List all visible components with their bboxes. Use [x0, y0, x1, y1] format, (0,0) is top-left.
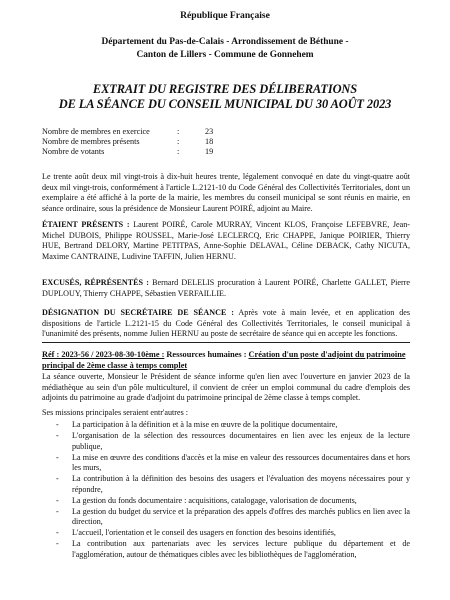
list-dash: -	[56, 452, 59, 462]
count-value: 18	[205, 137, 214, 146]
list-item	[56, 474, 410, 495]
deliberation-ref: Réf : 2023-56 / 2023-08-30-10ème :	[42, 350, 165, 359]
list-item	[56, 496, 410, 507]
document-title	[0, 82, 450, 112]
mission-text: La participation à la définition et à la mise en œuvre de la politique documentaire,	[72, 420, 338, 429]
count-label: Nombre de membres présents	[42, 137, 140, 146]
deliberation-heading	[42, 350, 410, 371]
excuses-paragraph	[42, 278, 410, 299]
deliberation-subject-a: Ressources humaines :	[164, 350, 249, 359]
excuses-label: EXCUSÉS, RÉPRÉSENTÉS :	[42, 278, 149, 287]
administrative-header	[0, 36, 450, 61]
list-dash: -	[56, 495, 59, 505]
department-line: Département du Pas-de-Calais - Arrondissement de Béthune -	[101, 37, 349, 47]
list-dash: -	[56, 506, 59, 516]
list-dash: -	[56, 528, 59, 537]
list-item	[56, 431, 410, 452]
count-sep: :	[177, 127, 180, 136]
convocation-paragraph: Le trente août deux mil vingt-trois à dix-huit heures trente, légalement convoqué en date du vingt-quatre août deux mil vingt-trois, conformément à l'article L.2121-10 du Code Général des Collectivités Territoriales, dont un exemplaire a été affiché à la porte de la mairie, les membres du conseil municipal se sont réunis en mairie, en séance ordinaire, sous la présidence de Monsieur Laurent POIRÉ, adjoint au Maire.	[42, 172, 410, 213]
list-dash: -	[56, 474, 59, 483]
member-counts	[42, 127, 225, 157]
list-item	[56, 420, 410, 431]
presents-label: ÉTAIENT PRÉSENTS :	[42, 220, 130, 229]
missions-intro: Ses missions principales seraient entr'autres :	[42, 408, 188, 417]
list-item	[56, 539, 410, 560]
count-sep: :	[177, 137, 180, 146]
list-item	[56, 528, 410, 539]
mission-text: La contribution aux partenariats avec les services lecture publique du département et de l'agglomération, autour de thématiques cibles avec les bibliothèques de l'agglomération,	[72, 539, 410, 559]
mission-text: La mise en œuvre des conditions d'accès et la mise en valeur des ressources documentaires dans et hors les murs,	[72, 452, 410, 472]
list-dash: -	[56, 431, 59, 440]
secretaire-paragraph	[42, 308, 410, 340]
presents-paragraph	[42, 220, 410, 262]
list-dash: -	[56, 420, 59, 429]
count-value: 23	[205, 127, 214, 136]
mission-text: L'accueil, l'orientation et le conseil des usagers en fonction des besoins identifiés,	[72, 528, 336, 537]
count-row	[42, 147, 225, 157]
list-item	[56, 453, 410, 474]
mission-text: L'organisation de la sélection des ressources documentaires en lien avec les enjeux de la lecture publique,	[72, 431, 410, 451]
list-dash: -	[56, 539, 59, 548]
secretaire-text: Après vote à main levée, et en application des dispositions de l'article L.2121-15 du Code Général des Collectivités Territoriales, le conseil municipal à l'unanimité des présents, nomme Julien HERNU au poste de secrétaire de séance qui en accepte les fonctions.	[42, 308, 410, 338]
missions-list	[56, 420, 410, 561]
title-line-2: DE LA SÉANCE DU CONSEIL MUNICIPAL DU 30 AOÛT 2023	[58, 97, 392, 111]
count-row	[42, 137, 225, 147]
count-value: 19	[205, 147, 214, 156]
mission-text: La contribution à la définition des besoins des usagers et l'évaluation des moyens nécessaires pour y répondre,	[72, 474, 410, 494]
canton-line: Canton de Lillers - Commune de Gonnehem	[136, 49, 314, 60]
mission-text: La gestion du budget du service et la préparation des appels d'offres des marchés publics en lien avec la direction,	[72, 506, 410, 526]
deliberation-subject-b: Création d'un poste d'adjoint du patrimoine principal de 2ème classe à temps complet	[42, 350, 406, 370]
presents-text: Laurent POIRÉ, Carole MURRAY, Vincent KLOS, Françoise LEFEBVRE, Jean-Michel DUBOIS, Philippe ROUSSEL, Marie-José LECLERCQ, Eric CHAPPE, Janique POIRIER, Thierry HUE, Bertrand DELORY, Martine PETITPAS, Anne-Sophie DELAVAL, Céline DEBACK, Cathy NICUTA, Maxime CANTRAINE, Ludivine TAFFIN, Julien HERNU.	[42, 220, 410, 261]
count-label: Nombre de votants	[42, 147, 105, 156]
deliberation-intro: La séance ouverte, Monsieur le Président de séance informe qu'en lien avec l'ouverture en janvier 2023 de la médiathèque au sein d'un pôle multiculturel, il convient de créer un emploi communal du cadre d'emplois des adjoints du patrimoine au grade d'adjoint du patrimoine principal de 2ème classe à temps complet.	[42, 372, 410, 402]
republic-header: République Française	[180, 10, 270, 21]
mission-text: La gestion du fonds documentaire : acquisitions, catalogage, valorisation de documents,	[72, 495, 357, 505]
excuses-text: Bernard DELELIS procuration à Laurent POIRÉ, Charlette GALLET, Pierre DUPLOUY, Thierry CHAPPE, Sébastien VERFAILLIE.	[42, 278, 410, 298]
section-divider	[42, 342, 410, 343]
title-line-1: EXTRAIT DU REGISTRE DES DÉLIBERATIONS	[92, 82, 358, 96]
count-sep: :	[177, 147, 180, 156]
secretaire-label: DÉSIGNATION DU SECRÉTAIRE DE SÉANCE :	[42, 308, 234, 317]
count-label: Nombre de membres en exercice	[42, 127, 150, 136]
count-row	[42, 127, 225, 137]
list-item	[56, 507, 410, 528]
